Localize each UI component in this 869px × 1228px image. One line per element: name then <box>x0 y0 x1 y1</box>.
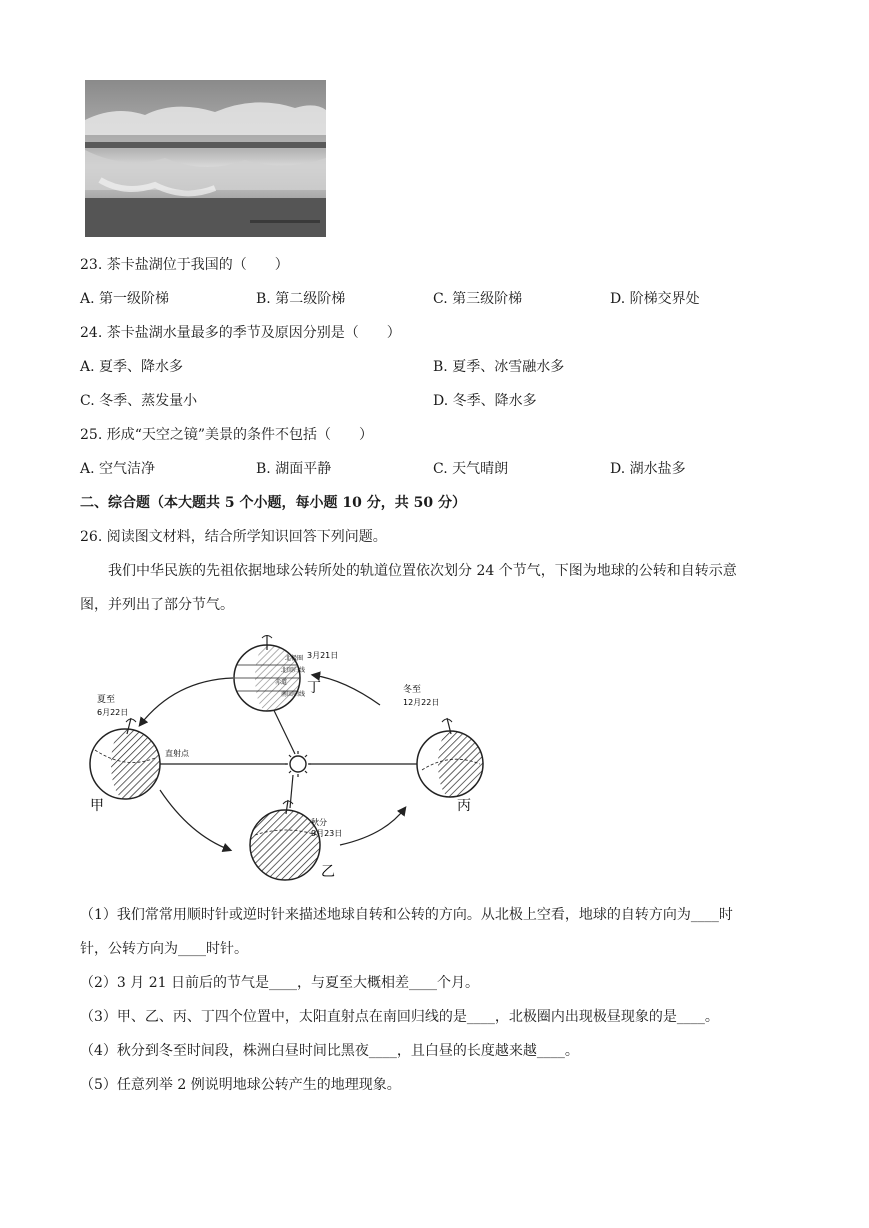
earth-yi <box>250 800 320 880</box>
q25-option-d: D. 湖水盐多 <box>610 461 686 477</box>
date-yi: 9月23日 <box>311 829 343 838</box>
lat-tropic-south: 南回归线 <box>281 691 306 698</box>
lat-tropic-north: 北回归线 <box>281 667 306 674</box>
lake-photo <box>85 80 326 237</box>
date-bing: 12月22日 <box>403 698 440 707</box>
q24-option-a: A. 夏季、降水多 <box>80 359 184 375</box>
q26-sub2: （2）3 月 21 日前后的节气是____，与夏至大概相差____个月。 <box>80 975 479 991</box>
orbit-arc-bottom-left <box>160 790 230 850</box>
label-bing: 丙 <box>457 798 471 814</box>
label-jia: 甲 <box>90 798 104 814</box>
earth-bing <box>417 718 483 797</box>
date-ding: 3月21日 <box>307 651 339 660</box>
q25-option-c: C. 天气晴朗 <box>433 461 509 477</box>
q23-option-b: B. 第二级阶梯 <box>256 291 346 307</box>
earth-jia <box>90 718 160 799</box>
lat-equator: 赤道 <box>275 679 288 686</box>
orbit-arc-top-right <box>313 675 380 705</box>
q23-stem: 23. 茶卡盐湖位于我国的（ ） <box>80 257 289 273</box>
q25-option-b: B. 湖面平静 <box>256 461 332 477</box>
date-jia: 6月22日 <box>97 708 129 717</box>
section-heading: 二、综合题（本大题共 5 个小题，每小题 10 分，共 50 分） <box>80 495 466 511</box>
q26-sub1-line2: 针，公转方向为____时针。 <box>80 941 248 957</box>
orbit-arc-top-left <box>140 678 233 725</box>
q24-stem: 24. 茶卡盐湖水量最多的季节及原因分别是（ ） <box>80 325 401 341</box>
q26-paragraph-line1: 我们中华民族的先祖依据地球公转所处的轨道位置依次划分 24 个节气，下图为地球的公转和自转示意 <box>108 563 737 579</box>
subsolar-point-label: 直射点 <box>165 749 189 758</box>
q25-option-a: A. 空气洁净 <box>80 461 156 477</box>
q23-option-a: A. 第一级阶梯 <box>80 291 170 307</box>
q26-sub3: （3）甲、乙、丙、丁四个位置中，太阳直射点在南回归线的是____，北极圈内出现极昼现象的是____。 <box>80 1009 719 1025</box>
q23-option-d: D. 阶梯交界处 <box>610 291 700 307</box>
q24-option-d: D. 冬季、降水多 <box>433 393 537 409</box>
season-yi: 秋分 <box>311 818 327 827</box>
season-jia: 夏至 <box>97 695 116 705</box>
sun-icon <box>285 751 311 777</box>
orbit-diagram <box>85 630 485 885</box>
label-ding: 丁 <box>307 680 321 696</box>
q24-option-c: C. 冬季、蒸发量小 <box>80 393 198 409</box>
orbit-arc-bottom-right <box>340 808 405 845</box>
q26-sub4: （4）秋分到冬至时间段，株洲白昼时间比黑夜____，且白昼的长度越来越____。 <box>80 1043 579 1059</box>
q23-option-c: C. 第三级阶梯 <box>433 291 523 307</box>
label-yi: 乙 <box>321 864 335 880</box>
q26-sub1-line1: （1）我们常常用顺时针或逆时针来描述地球自转和公转的方向。从北极上空看，地球的自转方向为____时 <box>80 907 733 923</box>
q25-stem: 25. 形成“天空之镜”美景的条件不包括（ ） <box>80 427 374 443</box>
season-bing: 冬至 <box>403 685 422 695</box>
q24-option-b: B. 夏季、冰雪融水多 <box>433 359 565 375</box>
q26-paragraph-line2: 图，并列出了部分节气。 <box>80 597 234 613</box>
q26-stem: 26. 阅读图文材料，结合所学知识回答下列问题。 <box>80 529 387 545</box>
lat-north-circle: 北极圈 <box>285 655 304 662</box>
q26-sub5: （5）任意列举 2 例说明地球公转产生的地理现象。 <box>80 1077 401 1093</box>
